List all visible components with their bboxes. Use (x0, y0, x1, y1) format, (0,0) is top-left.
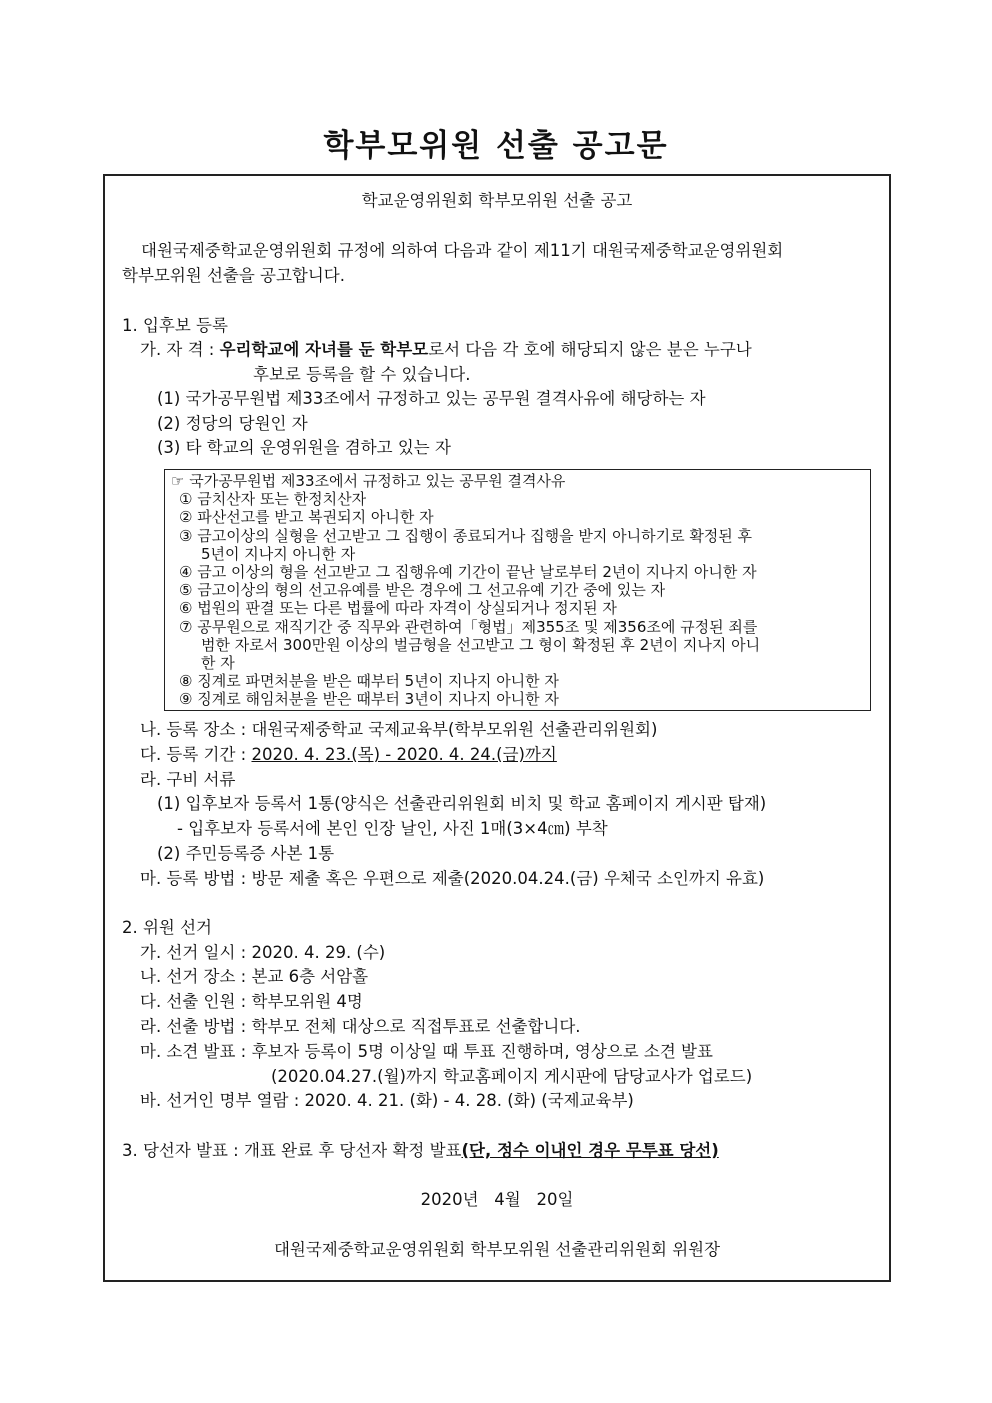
qualification-label: 가. 자 격 : (140, 340, 220, 359)
required-documents-title: 라. 구비 서류 (140, 770, 236, 789)
reason-5: ⑤ 금고이상의 형의 선고유예를 받은 경우에 그 선고유예 기간 중에 있는 자 (179, 581, 666, 599)
disqualification-item-3: (3) 타 학교의 운영위원을 겸하고 있는 자 (157, 438, 451, 457)
disqualification-item-1: (1) 국가공무원법 제33조에서 규정하고 있는 공무원 결격사유에 해당하는 자 (157, 389, 706, 408)
reason-7b: 범한 자로서 300만원 이상의 벌금형을 선고받고 그 형이 확정된 후 2년이 지나지 아니 (201, 636, 761, 654)
notice-date: 2020년 4월 20일 (420, 1190, 574, 1209)
required-document-1: (1) 입후보자 등록서 1통(양식은 선출관리위원회 비치 및 학교 홈페이지 게시판 탑재) (157, 794, 767, 813)
intro-line-1: 대원국제중학교운영위원회 규정에 의하여 다음과 같이 제11기 대원국제중학교운영위원회 (141, 241, 784, 260)
winner-announcement-text: 3. 당선자 발표 : 개표 완료 후 당선자 확정 발표 (122, 1141, 462, 1160)
reason-1: ① 금치산자 또는 한정치산자 (179, 490, 367, 508)
election-seats: 다. 선출 인원 : 학부모위원 4명 (140, 992, 363, 1011)
registration-place: 나. 등록 장소 : 대원국제중학교 국제교육부(학부모위원 선출관리위원회) (140, 720, 658, 739)
qualification-line (140, 339, 752, 361)
reason-2: ② 파산선고를 받고 복권되지 아니한 자 (179, 508, 434, 526)
registration-method: 마. 등록 방법 : 방문 제출 혹은 우편으로 제출(2020.04.24.(금) 우체국 소인까지 유효) (140, 869, 765, 888)
notice-heading: 학교운영위원회 학부모위원 선출 공고 (361, 191, 633, 210)
reason-3a: ③ 금고이상의 실형을 선고받고 그 집행이 종료되거나 집행을 받지 아니하기로 확정된 후 (179, 527, 753, 545)
qualification-line-2: 후보로 등록을 할 수 있습니다. (253, 365, 471, 384)
reason-7c: 한 자 (201, 654, 235, 672)
election-date: 가. 선거 일시 : 2020. 4. 29. (수) (140, 943, 386, 962)
reasons-head: ☞ 국가공무원법 제33조에서 규정하고 있는 공무원 결격사유 (171, 472, 566, 490)
reason-4: ④ 금고 이상의 형을 선고받고 그 집행유예 기간이 끝난 날로부터 2년이 지나지 아니한 자 (179, 563, 757, 581)
reason-9: ⑨ 징계로 해임처분을 받은 때부터 3년이 지나지 아니한 자 (179, 690, 559, 708)
registration-period (140, 744, 557, 766)
disqualification-item-2: (2) 정당의 당원인 자 (157, 414, 308, 433)
disqualification-reasons-box (164, 469, 871, 711)
reason-6: ⑥ 법원의 판결 또는 다른 법률에 따라 자격이 상실되거나 정지된 자 (179, 599, 617, 617)
candidate-speech-2: (2020.04.27.(월)까지 학교홈페이지 게시판에 담당교사가 업로드) (271, 1067, 753, 1086)
required-document-2: (2) 주민등록증 사본 1통 (157, 844, 335, 863)
required-document-1-note: - 입후보자 등록서에 본인 인장 날인, 사진 1매(3×4㎝) 부착 (177, 819, 608, 838)
qualification-bold: 우리학교에 자녀를 둔 학부모 (219, 340, 429, 359)
winner-announcement-note: (단, 정수 이내인 경우 무투표 당선) (461, 1141, 719, 1160)
winner-announcement (122, 1140, 719, 1162)
election-method: 라. 선출 방법 : 학부모 전체 대상으로 직접투표로 선출합니다. (140, 1017, 581, 1036)
qualification-rest: 로서 다음 각 호에 해당되지 않은 분은 누구나 (428, 340, 752, 359)
notice-box (103, 174, 891, 1282)
page-title: 학부모위원 선출 공고문 (323, 128, 669, 164)
reason-7a: ⑦ 공무원으로 재직기간 중 직무와 관련하여「형법」제355조 및 제356조에 규정된 죄를 (179, 618, 758, 636)
signer: 대원국제중학교운영위원회 학부모위원 선출관리위원회 위원장 (273, 1240, 721, 1259)
registration-period-value: 2020. 4. 23.(목) - 2020. 4. 24.(금)까지 (251, 745, 557, 764)
registration-period-label: 다. 등록 기간 : (140, 745, 252, 764)
section-2-title: 2. 위원 선거 (122, 918, 212, 937)
section-1-title: 1. 입후보 등록 (122, 316, 228, 335)
election-place: 나. 선거 장소 : 본교 6층 서암홀 (140, 967, 369, 986)
reason-3b: 5년이 지나지 아니한 자 (201, 545, 356, 563)
voter-list-viewing: 바. 선거인 명부 열람 : 2020. 4. 21. (화) - 4. 28. (화) (국제교육부) (140, 1091, 634, 1110)
candidate-speech-1: 마. 소견 발표 : 후보자 등록이 5명 이상일 때 투표 진행하며, 영상으로 소견 발표 (140, 1042, 713, 1061)
intro-line-2: 학부모위원 선출을 공고합니다. (122, 266, 345, 285)
reason-8: ⑧ 징계로 파면처분을 받은 때부터 5년이 지나지 아니한 자 (179, 672, 559, 690)
